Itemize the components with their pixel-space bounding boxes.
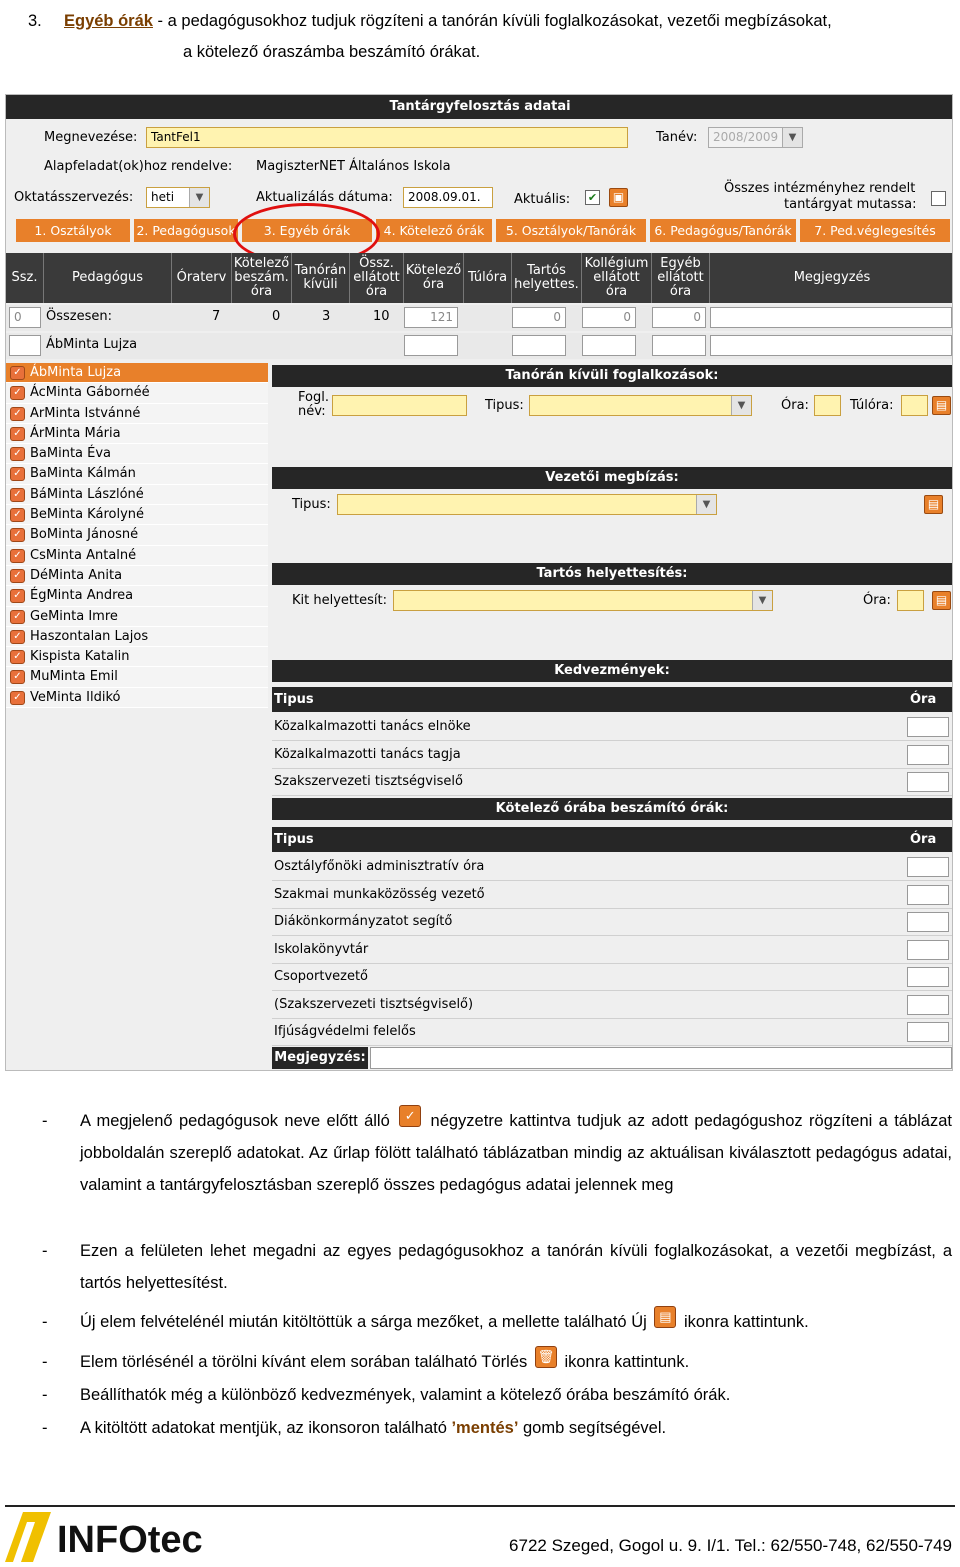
list-item bbox=[272, 937, 952, 964]
teacher-name: ArMinta Istvánné bbox=[30, 405, 141, 421]
teacher-name: BoMinta Jánosné bbox=[30, 527, 139, 543]
teacher-item[interactable] bbox=[6, 444, 268, 464]
row-label: (Szakszervezeti tisztségviselő) bbox=[274, 996, 474, 1012]
fogl-label bbox=[298, 391, 329, 419]
teacher-item[interactable] bbox=[6, 667, 268, 687]
list-item bbox=[272, 742, 952, 769]
kotelezo-header bbox=[272, 827, 952, 852]
row-label: Szakszervezeti tisztségviselő bbox=[274, 774, 463, 789]
summary-tartos[interactable]: 0 bbox=[512, 307, 566, 328]
checkbox-icon[interactable]: ✓ bbox=[10, 589, 25, 603]
teacher-name: VeMinta Ildikó bbox=[30, 689, 121, 705]
col-kotelezo-beszam: Kötelező beszám. óra bbox=[232, 253, 292, 303]
ora-input[interactable] bbox=[907, 857, 949, 877]
teacher-name: BaMinta Éva bbox=[30, 446, 112, 462]
bullet-6-bold: ’mentés’ bbox=[451, 1419, 519, 1437]
vezetoi-tipus-label: Tipus: bbox=[292, 497, 331, 512]
chevron-down-icon: ▼ bbox=[189, 188, 209, 207]
kit-helyettesit-label: Kit helyettesít: bbox=[292, 593, 387, 608]
checkbox-icon[interactable]: ✓ bbox=[10, 447, 25, 461]
bullet-5-text: Beállíthatók még a különböző kedvezmények, valamint a kötelező órába beszámító órák. bbox=[80, 1386, 731, 1404]
checkbox-icon[interactable]: ✓ bbox=[10, 569, 25, 583]
list-item bbox=[272, 714, 952, 741]
bullet-4-a: Elem törlésénél a törölni kívánt elem sorában található Törlés bbox=[80, 1353, 528, 1371]
row-label: Osztályfőnöki adminisztratív óra bbox=[274, 859, 485, 874]
tanoran-kivuli-title: Tanórán kívüli foglalkozások: bbox=[272, 365, 952, 387]
row-label: Közalkalmazotti tanács tagja bbox=[274, 746, 461, 762]
teacher-name: DéMinta Anita bbox=[30, 567, 123, 583]
teacher-item[interactable] bbox=[6, 404, 268, 424]
bullet-6-b: gomb segítségével. bbox=[518, 1419, 667, 1437]
current-megjegyzes[interactable] bbox=[710, 335, 952, 356]
checkbox-icon[interactable]: ✓ bbox=[10, 366, 25, 380]
list-item bbox=[272, 964, 952, 991]
tartos-ora-input[interactable] bbox=[897, 590, 924, 611]
footer-divider bbox=[5, 1505, 955, 1507]
col-ossz-ellatott: Össz. ellátott óra bbox=[350, 253, 404, 303]
alapfeladat-value: MagiszterNET Általános Iskola bbox=[256, 159, 451, 174]
megnevezes-label: Megnevezése: bbox=[44, 130, 138, 145]
tanev-label: Tanév: bbox=[656, 130, 698, 145]
teacher-item[interactable] bbox=[6, 647, 268, 667]
current-teacher-row bbox=[6, 333, 953, 359]
intro-line-1 bbox=[64, 6, 832, 37]
kit-helyettesit-select[interactable] bbox=[393, 590, 773, 611]
checkbox-icon[interactable]: ✓ bbox=[10, 691, 25, 705]
aktualis-label: Aktuális: bbox=[514, 192, 571, 207]
tanoran-ora-label: Óra: bbox=[781, 398, 809, 413]
bullet-1-a: A megjelenő pedagógusok neve előtt álló bbox=[80, 1112, 390, 1130]
tanoran-tipus-select[interactable] bbox=[529, 395, 752, 416]
teacher-item[interactable] bbox=[6, 607, 268, 627]
teacher-item[interactable] bbox=[6, 424, 268, 444]
new-item-icon[interactable]: ▤ bbox=[932, 396, 951, 415]
kot-col-ora: Óra bbox=[910, 832, 937, 847]
teacher-item[interactable] bbox=[6, 546, 268, 566]
bullet-3-a: Új elem felvételénél miután kitöltöttük a sárga mezőket, a mellette található Új bbox=[80, 1313, 647, 1331]
fogl-label-2: név: bbox=[298, 404, 326, 419]
checkbox-icon[interactable]: ✓ bbox=[10, 670, 25, 684]
megnevezes-input[interactable]: TantFel1 bbox=[146, 127, 628, 148]
list-item bbox=[272, 882, 952, 909]
tab-ped-veglegesites[interactable]: 7. Ped.véglegesítés bbox=[800, 219, 950, 242]
summary-kotelezo-beszam: 0 bbox=[272, 309, 281, 324]
ora-input[interactable] bbox=[907, 912, 949, 932]
list-item bbox=[272, 992, 952, 1019]
teacher-item[interactable] bbox=[6, 525, 268, 545]
tartos-ora-label: Óra: bbox=[863, 593, 891, 608]
teacher-name: ÁbMinta Lujza bbox=[30, 365, 122, 380]
kedv-col-tipus: Tipus bbox=[274, 692, 314, 707]
teacher-item[interactable] bbox=[6, 383, 268, 403]
col-oraterv: Óraterv bbox=[172, 253, 232, 303]
col-tanoran-kivuli: Tanórán kívüli bbox=[292, 253, 350, 303]
teacher-name: BeMinta Károlyné bbox=[30, 507, 144, 523]
infotec-logo bbox=[5, 1512, 250, 1562]
col-tartos: Tartós helyettes. bbox=[512, 253, 582, 303]
bullet-4-b: ikonra kattintunk. bbox=[564, 1353, 690, 1371]
summary-kotelezo-ora[interactable]: 121 bbox=[404, 307, 458, 328]
fogl-nev-input[interactable] bbox=[332, 395, 467, 416]
vezetoi-tipus-select[interactable] bbox=[337, 494, 717, 515]
chevron-down-icon: ▼ bbox=[752, 591, 772, 610]
kedvezmenyek-title: Kedvezmények: bbox=[272, 660, 952, 682]
current-kotelezo-ora[interactable] bbox=[404, 335, 458, 356]
checkbox-icon[interactable]: ✓ bbox=[10, 650, 25, 664]
col-kotelezo-ora: Kötelező óra bbox=[404, 253, 464, 303]
row-label: Ifjúságvédelmi felelős bbox=[274, 1024, 416, 1039]
application-screenshot bbox=[5, 94, 953, 1071]
current-kollegium[interactable] bbox=[582, 335, 636, 356]
ora-input[interactable] bbox=[907, 1022, 949, 1042]
checkbox-icon[interactable]: ✓ bbox=[10, 427, 25, 441]
teacher-item[interactable] bbox=[6, 586, 268, 606]
tab-kotelezo-orak[interactable]: 4. Kötelező órák bbox=[376, 219, 492, 242]
bullet-6: - A kitöltött adatokat mentjük, az ikonsoron található ’mentés’ gomb segítségével. bbox=[42, 1419, 667, 1437]
checkbox-icon[interactable]: ✓ bbox=[10, 630, 25, 644]
ora-input[interactable] bbox=[907, 995, 949, 1015]
list-item bbox=[272, 1019, 952, 1046]
tanev-value: 2008/2009 bbox=[713, 130, 779, 144]
row-label: Diákönkormányzatot segítő bbox=[274, 914, 453, 929]
kotelezo-title: Kötelező órába beszámító órák: bbox=[272, 798, 952, 820]
bullet-1-b: négyzetre kattintva tudjuk az adott pedagógushoz rögzíteni a táblázat jobboldalán szereplő adatokat. Az űrlap fölött található táblázatban mindig az aktuálisan kiválasztott pedagógus adatai, valamint a tantárgyfelosztásban szereplő összes pedagógus adatai jelennek meg bbox=[80, 1112, 952, 1194]
summary-ossz-ellatott: 10 bbox=[373, 309, 390, 324]
osszes-checkbox[interactable] bbox=[931, 191, 946, 206]
teacher-name: ÁcMinta Gábornéé bbox=[30, 385, 150, 401]
kedv-col-ora: Óra bbox=[910, 692, 937, 707]
teacher-name: BaMinta Kálmán bbox=[30, 466, 136, 482]
col-ssz: Ssz. bbox=[6, 253, 44, 303]
list-item bbox=[272, 769, 952, 796]
teacher-name: Kispista Katalin bbox=[30, 649, 130, 665]
teacher-item[interactable] bbox=[6, 566, 268, 586]
new-item-icon[interactable]: ▤ bbox=[924, 495, 943, 514]
list-item bbox=[272, 854, 952, 881]
current-egyeb[interactable] bbox=[652, 335, 706, 356]
checkbox-icon[interactable]: ✓ bbox=[10, 386, 25, 400]
osszes-label-1: Összes intézményhez rendelt bbox=[724, 181, 916, 196]
form-title: Tantárgyfelosztás adatai bbox=[6, 95, 953, 119]
ora-input[interactable] bbox=[907, 717, 949, 737]
footer-address: 6722 Szeged, Gogol u. 9. I/1. Tel.: 62/550-748, 62/550-749 bbox=[509, 1536, 952, 1555]
teacher-name: GeMinta Imre bbox=[30, 608, 118, 624]
aktualis-checkbox[interactable]: ✔ bbox=[585, 190, 600, 205]
megjegyzes-input[interactable] bbox=[370, 1047, 952, 1069]
teacher-item[interactable] bbox=[6, 688, 268, 708]
summary-row bbox=[6, 305, 953, 331]
ora-input[interactable] bbox=[907, 885, 949, 905]
teacher-item[interactable] bbox=[6, 505, 268, 525]
col-megjegyzes: Megjegyzés bbox=[710, 253, 953, 303]
chevron-down-icon: ▼ bbox=[731, 396, 751, 415]
checkbox-icon[interactable]: ✓ bbox=[10, 610, 25, 624]
kedvezmenyek-header bbox=[272, 687, 952, 712]
summary-tanoran-kivuli: 3 bbox=[322, 309, 331, 324]
chevron-down-icon: ▼ bbox=[696, 495, 716, 514]
bullet-6-a: A kitöltött adatokat mentjük, az ikonsoron található bbox=[80, 1419, 452, 1437]
checkbox-icon[interactable]: ✓ bbox=[10, 508, 25, 522]
teacher-name: MuMinta Emil bbox=[30, 669, 118, 685]
bullet-5: - Beállíthatók még a különböző kedvezmények, valamint a kötelező órába beszámító órák. bbox=[42, 1379, 952, 1411]
alapfeladat-label: Alapfeladat(ok)hoz rendelve: bbox=[44, 159, 233, 174]
checkbox-icon[interactable]: ✓ bbox=[10, 467, 25, 481]
tartos-helyettesites-title: Tartós helyettesítés: bbox=[272, 563, 952, 585]
current-ssz-field[interactable] bbox=[9, 335, 41, 356]
teacher-item[interactable] bbox=[6, 627, 268, 647]
summary-label: Összesen: bbox=[46, 309, 112, 324]
row-label: Közalkalmazotti tanács elnöke bbox=[274, 719, 471, 734]
bullet-1: - A megjelenő pedagógusok neve előtt álló ✓ négyzetre kattintva tudjuk az adott pedagógushoz rögzíteni a táblázat jobboldalán szereplő adatokat. Az űrlap fölött található táblázatban mindig az aktuálisan kiválasztott pedagógus adatai, valamint a tantárgyfelosztásban szereplő összes pedagógus adatai jelennek meg bbox=[42, 1105, 952, 1201]
fogl-label-1: Fogl. bbox=[298, 390, 329, 405]
chevron-down-icon: ▼ bbox=[782, 128, 802, 147]
list-number: 3. bbox=[28, 12, 42, 30]
tab-osztalyok[interactable]: 1. Osztályok bbox=[16, 219, 130, 242]
checkbox-icon[interactable]: ✓ bbox=[10, 528, 25, 542]
logo-text: INFOtec bbox=[57, 1519, 203, 1561]
teacher-item[interactable] bbox=[6, 363, 268, 383]
tanev-select[interactable] bbox=[708, 127, 803, 148]
current-teacher-name: ÁbMinta Lujza bbox=[46, 337, 138, 352]
teacher-list bbox=[6, 363, 268, 708]
col-kollegium: Kollégium ellátott óra bbox=[582, 253, 652, 303]
summary-oraterv: 7 bbox=[212, 309, 221, 324]
bullet-3: - Új elem felvételénél miután kitöltöttük a sárga mezőket, a mellette található Új ▤ ikonra kattintunk. bbox=[42, 1306, 952, 1338]
bullet-4: - Elem törlésénél a törölni kívánt elem sorában található Törlés 🗑 ikonra kattintunk. bbox=[42, 1346, 952, 1378]
tab-egyeb-orak[interactable]: 3. Egyéb órák bbox=[242, 219, 372, 242]
row-label: Iskolakönyvtár bbox=[274, 941, 369, 957]
summary-egyeb[interactable]: 0 bbox=[652, 307, 706, 328]
trash-icon: 🗑 bbox=[535, 1346, 557, 1368]
checkbox-icon[interactable]: ✓ bbox=[10, 407, 25, 421]
list-item bbox=[272, 909, 952, 936]
col-pedagogus: Pedagógus bbox=[44, 253, 172, 303]
tanoran-ora-input[interactable] bbox=[814, 395, 841, 416]
tulora-label: Túlóra: bbox=[850, 398, 894, 413]
col-tulora: Túlóra bbox=[464, 253, 512, 303]
bullet-2: - Ezen a felületen lehet megadni az egyes pedagógusokhoz a tanórán kívüli foglalkozásokat, a vezetői megbízást, a tartós helyettesítést. bbox=[42, 1235, 952, 1299]
checkbox-icon: ✓ bbox=[399, 1105, 421, 1127]
teacher-name: ÉgMinta Andrea bbox=[30, 588, 134, 604]
oktatasszervezes-select[interactable] bbox=[146, 187, 210, 208]
ora-input[interactable] bbox=[907, 967, 949, 987]
aktualizalas-input[interactable]: 2008.09.01. bbox=[403, 187, 493, 208]
teacher-item[interactable] bbox=[6, 464, 268, 484]
egyeb-orak-link[interactable]: Egyéb órák bbox=[64, 12, 153, 30]
tab-osztalyok-tanorak[interactable]: 5. Osztályok/Tanórák bbox=[496, 219, 646, 242]
summary-kollegium[interactable]: 0 bbox=[582, 307, 636, 328]
tulora-input[interactable] bbox=[901, 395, 928, 416]
new-item-icon: ▤ bbox=[654, 1306, 676, 1328]
oktatas-value: heti bbox=[151, 190, 175, 204]
megjegyzes-label: Megjegyzés: bbox=[272, 1047, 368, 1069]
teacher-name: Haszontalan Lajos bbox=[30, 628, 149, 644]
summary-megjegyzes[interactable] bbox=[710, 307, 952, 328]
row-label: Csoportvezető bbox=[274, 969, 369, 984]
teacher-name: ÁrMinta Mária bbox=[30, 425, 121, 441]
ora-input[interactable] bbox=[907, 745, 949, 765]
oktatasszervezes-label: Oktatásszervezés: bbox=[14, 190, 134, 205]
vezetoi-megbizas-title: Vezetői megbízás: bbox=[272, 467, 952, 489]
tanoran-tipus-label: Tipus: bbox=[485, 398, 524, 413]
ora-input[interactable] bbox=[907, 940, 949, 960]
save-icon[interactable]: ▣ bbox=[609, 188, 628, 207]
intro-line-1-text: - a pedagógusokhoz tudjuk rögzíteni a tanórán kívüli foglalkozásokat, vezetői megbízásokat, bbox=[152, 12, 832, 30]
tab-pedagogus-tanorak[interactable]: 6. Pedagógus/Tanórák bbox=[650, 219, 796, 242]
col-egyeb: Egyéb ellátott óra bbox=[652, 253, 710, 303]
new-item-icon[interactable]: ▤ bbox=[932, 591, 951, 610]
current-tartos[interactable] bbox=[512, 335, 566, 356]
teacher-name: BáMinta Lászlóné bbox=[30, 486, 144, 502]
checkbox-icon[interactable]: ✓ bbox=[10, 488, 25, 502]
aktualizalas-label: Aktualizálás dátuma: bbox=[256, 190, 393, 205]
intro-line-2: a kötelező óraszámba beszámító órákat. bbox=[183, 43, 481, 61]
ora-input[interactable] bbox=[907, 772, 949, 792]
teacher-name: CsMinta Antalné bbox=[30, 547, 137, 563]
teacher-item[interactable] bbox=[6, 485, 268, 505]
bullet-2-text: Ezen a felületen lehet megadni az egyes pedagógusokhoz a tanórán kívüli foglalkozásokat, a vezetői megbízást, a tartós helyettesítést. bbox=[80, 1242, 952, 1292]
tab-pedagogusok[interactable]: 2. Pedagógusok bbox=[134, 219, 238, 242]
checkbox-icon[interactable]: ✓ bbox=[10, 549, 25, 563]
row-label: Szakmai munkaközösség vezető bbox=[274, 886, 485, 902]
bullet-3-b: ikonra kattintunk. bbox=[683, 1313, 809, 1331]
kot-col-tipus: Tipus bbox=[274, 832, 314, 847]
osszes-label-2: tantárgyat mutassa: bbox=[784, 197, 917, 212]
ssz-field[interactable]: 0 bbox=[9, 307, 41, 328]
